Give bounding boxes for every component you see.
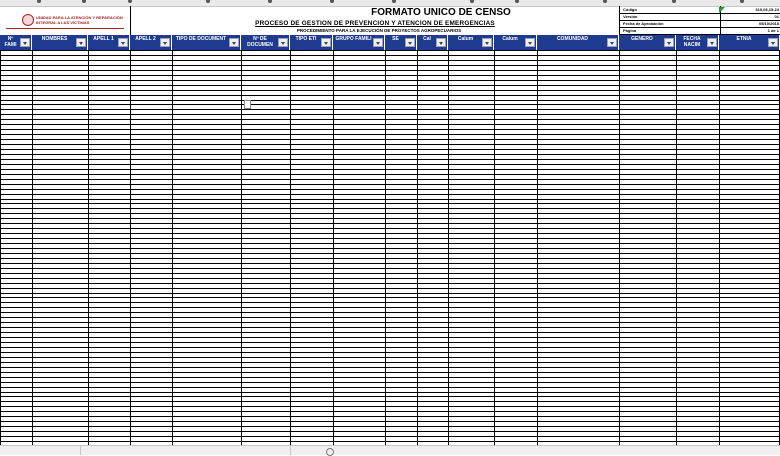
filter-dropdown-icon[interactable] (229, 38, 239, 47)
column-dot (206, 0, 210, 3)
col-header-label: NOMBRES (41, 36, 68, 42)
table-row-line (0, 258, 780, 259)
col-header-label: Calum (457, 36, 474, 42)
table-row-line (0, 406, 780, 407)
col-header-tipo-etiqueta (290, 35, 333, 50)
filter-dropdown-icon[interactable] (321, 38, 331, 47)
table-column-line (0, 50, 1, 445)
col-header-label: Calum (502, 36, 518, 42)
table-row-line (0, 332, 780, 333)
table-row-line (0, 307, 780, 308)
table-row-line (0, 362, 780, 363)
table-column-line (172, 50, 173, 445)
table-column-line (676, 50, 677, 445)
filter-dropdown-icon[interactable] (768, 38, 778, 47)
filter-dropdown-icon[interactable] (278, 38, 288, 47)
table-row-line (0, 302, 780, 303)
col-header-label: Nº FAMI (4, 36, 17, 48)
table-row-line (0, 253, 780, 254)
table-column-line (385, 50, 386, 445)
table-row-line (0, 411, 780, 412)
table-row-line (0, 55, 780, 56)
col-header-tipo-documento (172, 35, 241, 50)
table-row-line (0, 104, 780, 105)
table-row-line (0, 238, 780, 239)
table-row-line (0, 317, 780, 318)
table-header-row (0, 35, 780, 50)
page-title: FORMATO UNICO DE CENSO (371, 7, 511, 18)
table-column-line (290, 50, 291, 445)
col-header-calum-2 (494, 35, 537, 50)
table-row-line (0, 401, 780, 402)
table-row-line (0, 228, 780, 229)
col-header-grupo-familiar (333, 35, 385, 50)
table-row-line (0, 352, 780, 353)
meta-value: 05/10/2018 (758, 21, 779, 26)
meta-key: Página (623, 28, 637, 33)
filter-dropdown-icon[interactable] (664, 38, 674, 47)
table-row-line (0, 159, 780, 160)
meta-value: 310,03,15-24 (755, 7, 779, 12)
table-row-line (0, 179, 780, 180)
col-header-label: GENERO (631, 36, 653, 42)
column-dot (603, 0, 607, 3)
col-header-comunidad (537, 35, 619, 50)
col-header-genero (619, 35, 676, 50)
table-row-line (0, 174, 780, 175)
table-row-line (0, 387, 780, 388)
column-dot (37, 0, 41, 3)
col-header-apell2 (130, 35, 172, 50)
column-dot (740, 0, 744, 3)
table-row-line (0, 392, 780, 393)
logo-block (0, 6, 131, 37)
table-row-line (0, 263, 780, 264)
table-row-line (0, 90, 780, 91)
table-row-line (0, 144, 780, 145)
col-header-label: Cal (423, 36, 431, 42)
table-row-line (0, 154, 780, 155)
col-header-calum-1 (448, 35, 494, 50)
filter-dropdown-icon[interactable] (405, 38, 415, 47)
table-row-line (0, 342, 780, 343)
col-header-nombres (32, 35, 88, 50)
column-dot (672, 0, 676, 3)
col-header-label: Nº DE DOCUMEN (247, 36, 273, 48)
column-dot (470, 0, 474, 3)
column-dot (128, 0, 132, 3)
table-row-line (0, 199, 780, 200)
table-column-line (333, 50, 334, 445)
table-row-line (0, 65, 780, 66)
table-row-line (0, 426, 780, 427)
meta-key: Versión (623, 14, 638, 19)
add-sheet-icon[interactable] (326, 448, 334, 456)
table-row-line (0, 109, 780, 110)
column-dot (82, 0, 86, 3)
table-row-line (0, 233, 780, 234)
table-row-line (0, 208, 780, 209)
table-row-line (0, 124, 780, 125)
col-header-etnia (719, 35, 780, 50)
filter-dropdown-icon[interactable] (482, 38, 492, 47)
col-header-label: FECHA NACIM (683, 36, 701, 48)
seal-icon (22, 14, 34, 26)
col-header-apell1 (88, 35, 130, 50)
table-row-line (0, 367, 780, 368)
table-row-line (0, 293, 780, 294)
meta-key: Código (623, 7, 637, 12)
col-header-label: ETNIA (736, 36, 752, 42)
table-row-line (0, 129, 780, 130)
col-header-label: TIPO ETI (295, 36, 317, 42)
filter-dropdown-icon[interactable] (607, 38, 617, 47)
census-table-body[interactable] (0, 50, 780, 445)
table-row-line (0, 169, 780, 170)
table-column-line (241, 50, 242, 445)
table-row-line (0, 243, 780, 244)
table-row-line (0, 189, 780, 190)
filter-dropdown-icon[interactable] (707, 38, 717, 47)
table-row-line (0, 60, 780, 61)
column-dot (392, 0, 396, 3)
table-row-line (0, 312, 780, 313)
table-row-line (0, 114, 780, 115)
table-row-line (0, 278, 780, 279)
table-row-line (0, 382, 780, 383)
table-column-line (32, 50, 33, 445)
table-row-line (0, 322, 780, 323)
column-dot (268, 0, 272, 3)
col-header-label: COMUNIDAD (556, 36, 589, 42)
meta-value: 01 (774, 14, 779, 19)
col-header-se (385, 35, 417, 50)
filter-dropdown-icon[interactable] (118, 38, 128, 47)
table-row-line (0, 431, 780, 432)
col-header-label: APELL 2 (135, 36, 156, 42)
col-header-numero-documento (241, 35, 290, 50)
table-row-line (0, 119, 780, 120)
table-row-line (0, 327, 780, 328)
document-meta (619, 6, 780, 36)
col-header-label: TIPO DE DOCUMENT (175, 36, 227, 42)
table-row-line (0, 288, 780, 289)
col-header-fecha-nacimiento (676, 35, 719, 50)
table-row-line (0, 203, 780, 204)
table-row-line (0, 441, 780, 442)
meta-key: Fecha de Aprobación (623, 21, 664, 26)
table-column-line (537, 50, 538, 445)
table-row-line (0, 273, 780, 274)
table-row-line (0, 184, 780, 185)
procedure-title: PROCEDIMIENTO PARA LA EJECUCIÓN DE PROYECTOS AGROPECUARIOS (296, 28, 462, 33)
comment-indicator-icon (719, 7, 725, 13)
table-row-line (0, 357, 780, 358)
col-header-label: GRUPO FAMILI (335, 36, 372, 42)
table-column-line (494, 50, 495, 445)
logo-text: UNIDAD PARA LA ATENCIÓN Y REPARACIÓN INTEGRAL A LAS VÍCTIMAS (36, 15, 123, 25)
meta-row-page (620, 27, 780, 35)
table-row-line (0, 347, 780, 348)
table-row-line (0, 416, 780, 417)
table-column-line (619, 50, 620, 445)
table-row-line (0, 268, 780, 269)
table-row-line (0, 372, 780, 373)
table-row-line (0, 75, 780, 76)
table-row-line (0, 139, 780, 140)
table-column-line (130, 50, 131, 445)
col-header-cal (417, 35, 448, 50)
table-row-line (0, 248, 780, 249)
table-row-line (0, 50, 780, 51)
column-dot (515, 0, 519, 3)
filter-dropdown-icon[interactable] (525, 38, 535, 47)
table-row-line (0, 80, 780, 81)
col-header-fami (0, 35, 32, 50)
meta-value: 1 de 1 (767, 28, 779, 33)
logo-rule (6, 28, 124, 29)
table-row-line (0, 149, 780, 150)
table-column-line (448, 50, 449, 445)
table-row-line (0, 421, 780, 422)
column-dot (330, 0, 334, 3)
table-row-line (0, 436, 780, 437)
process-subtitle: PROCESO DE GESTION DE PREVENCION Y ATENCION DE EMERGENCIAS (255, 20, 495, 27)
table-column-line (88, 50, 89, 445)
filter-dropdown-icon[interactable] (76, 38, 86, 47)
table-row-line (0, 283, 780, 284)
table-row-line (0, 134, 780, 135)
table-row-line (0, 213, 780, 214)
col-header-label: SE (392, 36, 399, 42)
table-row-line (0, 194, 780, 195)
filter-dropdown-icon[interactable] (20, 38, 30, 47)
filter-dropdown-icon[interactable] (436, 38, 446, 47)
table-row-line (0, 218, 780, 219)
table-row-line (0, 85, 780, 86)
col-header-label: APELL 1 (93, 36, 114, 42)
table-row-line (0, 396, 780, 397)
table-row-line (0, 70, 780, 71)
filter-dropdown-icon[interactable] (373, 38, 383, 47)
filter-dropdown-icon[interactable] (160, 38, 170, 47)
table-row-line (0, 223, 780, 224)
table-row-line (0, 164, 780, 165)
table-column-line (719, 50, 720, 445)
resize-handle[interactable] (244, 100, 251, 109)
table-row-line (0, 95, 780, 96)
table-row-line (0, 297, 780, 298)
table-column-line (417, 50, 418, 445)
table-row-line (0, 337, 780, 338)
table-row-line (0, 377, 780, 378)
table-row-line (0, 100, 780, 101)
